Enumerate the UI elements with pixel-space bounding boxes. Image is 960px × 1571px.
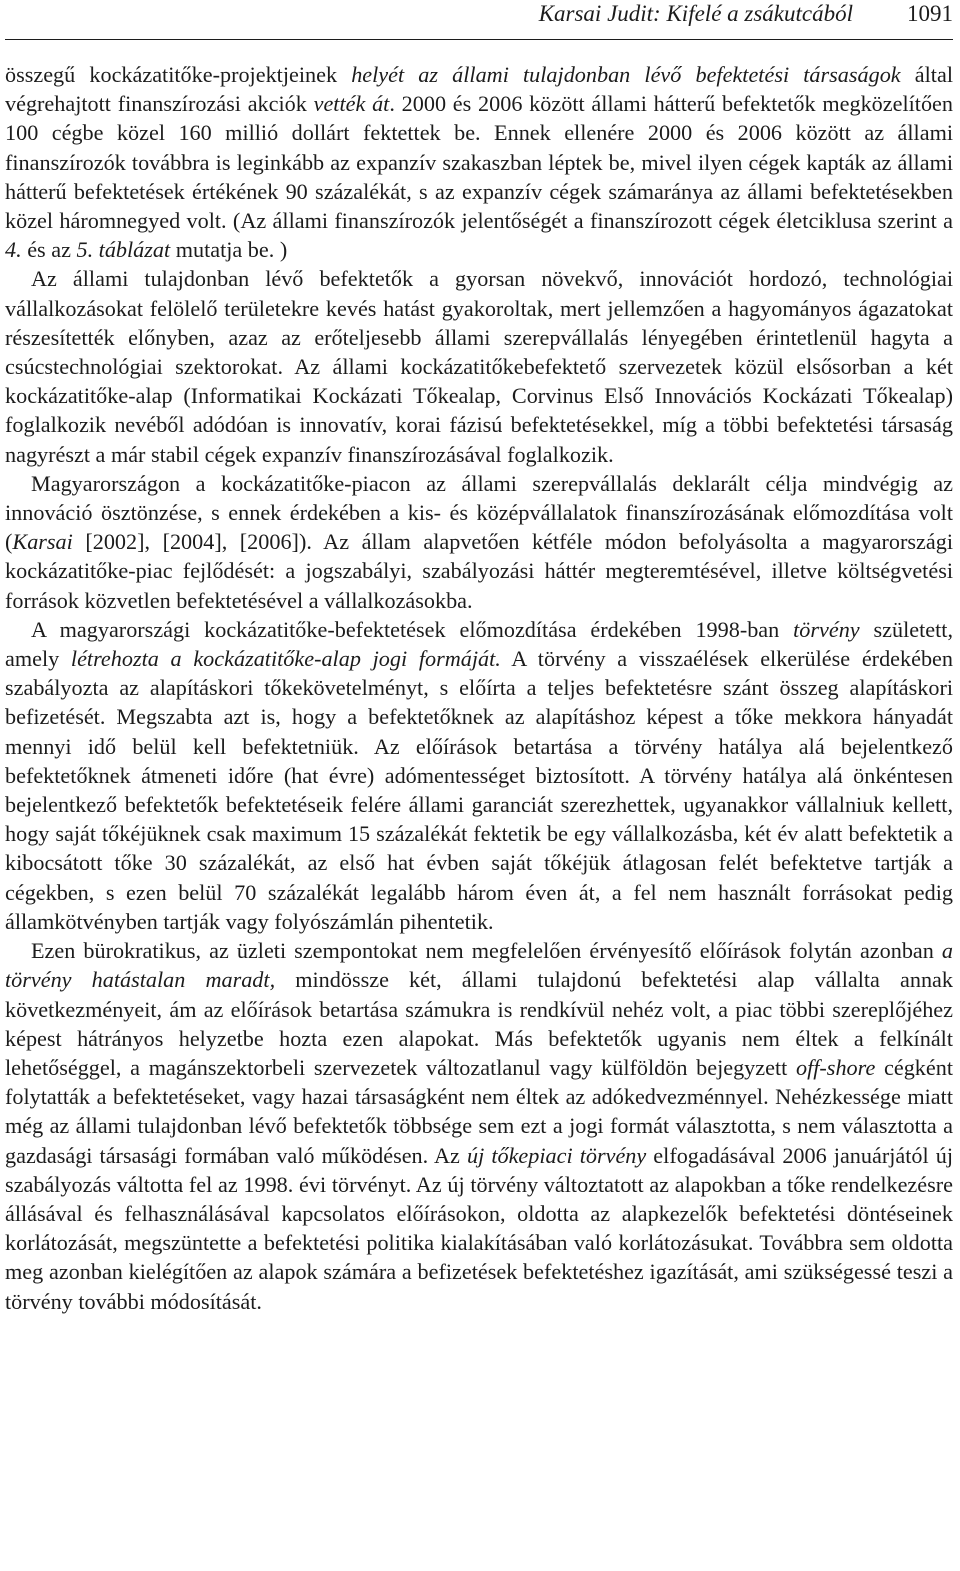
text-run: mindössze két, állami tulajdonú befektetési alap vállalta annak következményeit, ám az előírások betartása számukra is rendkívül nehéz volt, a piac többi szereplőjéhez képest hátrányos helyzetbe hozta ezen alapokat. Más befektetők ugyanis nem éltek a felkínált lehetőséggel, a magánszektorbeli szervezetek változatlanul vagy külföldön bejegyzett bbox=[5, 967, 953, 1080]
italic-text: létrehozta a kockázatitőke-alap jogi formáját. bbox=[70, 646, 501, 672]
italic-text: Karsai bbox=[12, 529, 73, 555]
text-run: Ezen bürokratikus, az üzleti szempontokat nem megfelelően érvényesítő előírások folytán azonban bbox=[31, 938, 942, 964]
text-run: . 2000 és 2006 között állami hátterű befektetők megközelítően 100 cégbe közel 160 millió dollárt fektettek be. Ennek ellenére 2000 és 2006 között az állami finanszírozók továbbra is leginkább az expanzív szakaszban léptek be, mivel ilyen cégek kapták az állami hátterű befektetések értékének 90 százalékát, s az expanzív cégek számaránya az állami befektetésekben közel háromnegyed volt. (Az állami finanszírozók jelentőségét a finanszírozott cégek életciklusa szerint a bbox=[5, 91, 953, 234]
italic-text: a törvény hatástalan maradt, bbox=[5, 938, 953, 993]
text-run: által végrehajtott finanszírozási akciók bbox=[5, 62, 953, 117]
italic-text: vették át bbox=[313, 91, 390, 117]
text-run: összegű kockázatitőke-projektjeinek bbox=[5, 62, 352, 87]
article-body bbox=[5, 60, 953, 1316]
page-number: 1091 bbox=[907, 1, 953, 26]
running-header bbox=[5, 0, 953, 32]
paragraph bbox=[5, 936, 953, 1316]
text-run: [2002], [2004], [2006]). Az állam alapvetően kétféle módon befolyásolta a magyarországi kockázatitőke-piac fejlődését: a jogszabályi, szabályozási háttér megteremtésével, illetve költségvetési források közvetlen befektetésével a vállalkozásokba. bbox=[5, 529, 953, 613]
text-run: Az állami tulajdonban lévő befektetők a gyorsan növekvő, innovációt hordozó, technológiai vállalkozásokat felölelő területekre kevés hatást gyakoroltak, mert jellemzően a hagyományos ágazatokat részesítették előnyben, azaz az erőteljesebb állami szerepvállalás lényegében érintetlenül hagyta a csúcstechnológiai szektorokat. Az állami kockázatitőkebefektető szervezetek közül elsősorban a két kockázatitőke-alap (Informatikai Kockázati Tőkealap, Corvinus Első Innovációs Kockázati Tőkealap) foglalkozik nevéből adódóan is innovatív, korai fázisú befektetésekkel, míg a többi befektetési társaság nagyrészt a már stabil cégek expanzív finanszírozásával foglalkozik. bbox=[5, 266, 953, 467]
text-run: elfogadásával 2006 januárjától új szabályozás váltotta fel az 1998. évi törvényt. Az új törvény változtatott az alapokban a tőke rendelkezésre állásával és felhasználásával kapcsolatos előírásokon, oldotta az alapkezelők befektetési döntéseinek korlátozását, megszüntette a befektetési politika kialakításában való korlátozásukat. Továbbra sem oldotta meg azonban kielégítően az alapok számára a befizetések befektetéshez igazítását, ami szükségessé teszi a törvény további módosítását. bbox=[5, 1142, 953, 1314]
paragraph bbox=[5, 264, 953, 468]
text-run: Magyarországon a kockázatitőke-piacon az állami szerepvállalás deklarált célja mindvégig az innováció ösztönzése, s ennek érdekében a kis- és középvállalatok finanszírozásának előmozdítása volt ( bbox=[5, 470, 953, 555]
text-run: cégként folytatták a befektetéseket, vagy hazai társaságként nem éltek az adókedvezménnyel. Nehézkessége miatt még az állami tulajdonban lévő befektetők többsége sem ezt a jogi formát választotta, s nem választotta a gazdasági társasági formában való működésen. Az bbox=[5, 1054, 953, 1168]
paragraph bbox=[5, 615, 953, 936]
paragraph bbox=[5, 60, 953, 264]
text-run: A törvény a visszaélések elkerülése érdekében szabályozta az alapításkori tőkekövetelményt, s előírta a teljes befektetésre szánt összeg alapításkori befizetését. Megszabta azt is, hogy a befektetőknek az alapításhoz képest a tőke mekkora hányadát mennyi idő belül kell befektetniük. Az előírások betartása a törvény hatálya alá bejelentkező befektetőknek átmeneti időre (hat évre) adómentességet biztosított. A törvény hatálya alá önkéntesen bejelentkező befektetők befektetéseik felére állami garanciát szerezhettek, ugyanakkor vállalniuk kellett, hogy saját tőkéjüknek csak maximum 15 százalékát fektetik be egy vállalkozásba, két év alatt befektetik a kibocsátott tőke 30 százalékát, az első hat évben saját tőkéjük átlagosan felét befektetve tartják a cégekben, s ezen belül 70 százalékát legalább három éven át, a fel nem használt forrásokat pedig államkötvényben tartják vagy folyószámlán pihentetik. bbox=[5, 646, 953, 934]
running-title: Karsai Judit: Kifelé a zsákutcából bbox=[538, 1, 853, 26]
italic-text: off-shore bbox=[796, 1054, 876, 1080]
paragraph bbox=[5, 469, 953, 615]
italic-text: helyét az állami tulajdonban lévő befektetési társaságok bbox=[351, 62, 901, 87]
text-run: született, amely bbox=[5, 616, 954, 672]
text-run: mutatja be. ) bbox=[170, 237, 288, 263]
header-rule bbox=[5, 39, 953, 40]
text-run: A magyarországi kockázatitőke-befektetések előmozdítása érdekében 1998-ban bbox=[31, 616, 794, 642]
italic-text: új tőkepiaci törvény bbox=[466, 1142, 647, 1168]
italic-text: 5. táblázat bbox=[76, 237, 171, 263]
text-run: és az bbox=[21, 237, 77, 263]
italic-text: törvény bbox=[793, 616, 860, 642]
italic-text: 4. bbox=[5, 237, 22, 263]
